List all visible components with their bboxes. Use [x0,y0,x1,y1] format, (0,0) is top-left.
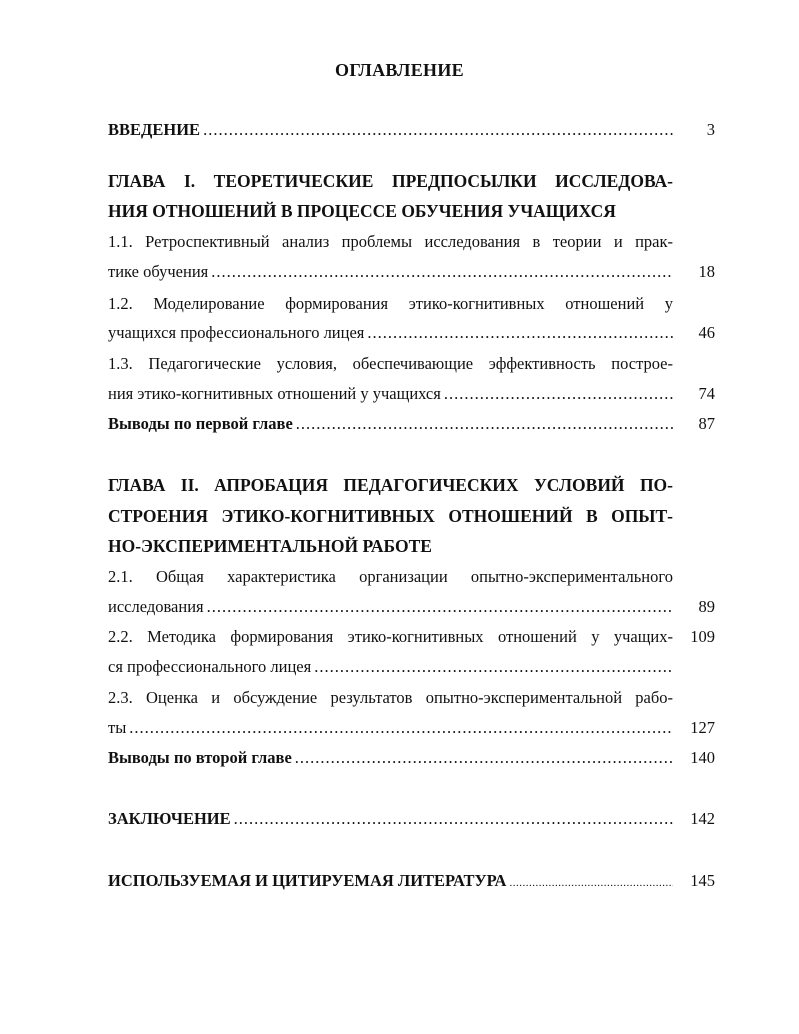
toc-page-number: 18 [698,262,715,281]
toc-entry-section [108,323,673,343]
toc-section-text: 1.3. Педагогические условия, обеспечивающие эффективность построе- [108,354,673,373]
toc-page-number: 87 [698,414,715,433]
toc-page-number: 89 [698,597,715,616]
dot-leader [509,873,673,893]
chapter-heading: НО-ЭКСПЕРИМЕНТАЛЬНОЙ РАБОТЕ [108,536,432,556]
toc-entry-section [108,384,673,404]
toc-section-text: 2.3. Оценка и обсуждение результатов опытно-экспериментальной рабо- [108,688,673,707]
toc-section-text: 1.2. Моделирование формирования этико-когнитивных отношений у [108,294,673,313]
toc-section-text: ты [108,718,127,737]
toc-page-number: 145 [690,871,715,890]
chapter-heading: СТРОЕНИЯ ЭТИКО-КОГНИТИВНЫХ ОТНОШЕНИЙ В ОПЫТ- [108,506,673,526]
toc-section-text: 1.1. Ретроспективный анализ проблемы исследования в теории и прак- [108,232,673,251]
toc-entry-label: Выводы по первой главе [108,414,293,433]
toc-entry-label: ИСПОЛЬЗУЕМАЯ И ЦИТИРУЕМАЯ ЛИТЕРАТУРА [108,871,507,890]
dot-leader [444,384,673,404]
toc-entry-chapter-conclusion [108,414,673,434]
page-title: ОГЛАВЛЕНИЕ [335,60,464,80]
dot-leader [234,809,673,829]
toc-section-text: тике обучения [108,262,209,281]
toc-page-number: 46 [698,323,715,342]
toc-entry-section [108,718,673,738]
toc-section-text: ся профессионального лицея [108,657,312,676]
toc-section-text: учащихся профессионального лицея [108,323,365,342]
chapter-heading: НИЯ ОТНОШЕНИЙ В ПРОЦЕССЕ ОБУЧЕНИЯ УЧАЩИХСЯ [108,201,616,221]
dot-leader [129,718,673,738]
chapter-heading: ГЛАВА II. АПРОБАЦИЯ ПЕДАГОГИЧЕСКИХ УСЛОВИЙ ПО- [108,475,673,495]
toc-entry-literature [108,871,673,893]
dot-leader [203,120,673,140]
toc-entry-label: ЗАКЛЮЧЕНИЕ [108,809,231,828]
toc-page-number: 74 [698,384,715,403]
dot-leader [296,414,673,434]
toc-section-text: исследования [108,597,204,616]
toc-page-number: 109 [690,627,715,646]
toc-page-number: 140 [690,748,715,767]
toc-entry-section [108,657,673,677]
dot-leader [295,748,673,768]
toc-section-text: 2.1. Общая характеристика организации опытно-экспериментального [108,567,673,586]
toc-entry-section [108,597,673,617]
dot-leader [211,262,673,282]
toc-entry-label: Выводы по второй главе [108,748,292,767]
toc-page-number: 3 [706,120,715,139]
toc-entry-chapter-conclusion [108,748,673,768]
toc-entry-label: ВВЕДЕНИЕ [108,120,201,139]
toc-section-text: ния этико-когнитивных отношений у учащихся [108,384,441,403]
dot-leader [314,657,673,677]
toc-entry-intro [108,120,673,140]
chapter-heading: ГЛАВА I. ТЕОРЕТИЧЕСКИЕ ПРЕДПОСЫЛКИ ИССЛЕДОВА- [108,171,673,191]
toc-page-number: 142 [690,809,715,828]
toc-entry-conclusion [108,809,673,829]
dot-leader [367,323,673,343]
toc-page-number: 127 [690,718,715,737]
toc-entry-section [108,262,673,282]
dot-leader [207,597,673,617]
toc-section-text: 2.2. Методика формирования этико-когнитивных отношений у учащих- [108,627,673,646]
